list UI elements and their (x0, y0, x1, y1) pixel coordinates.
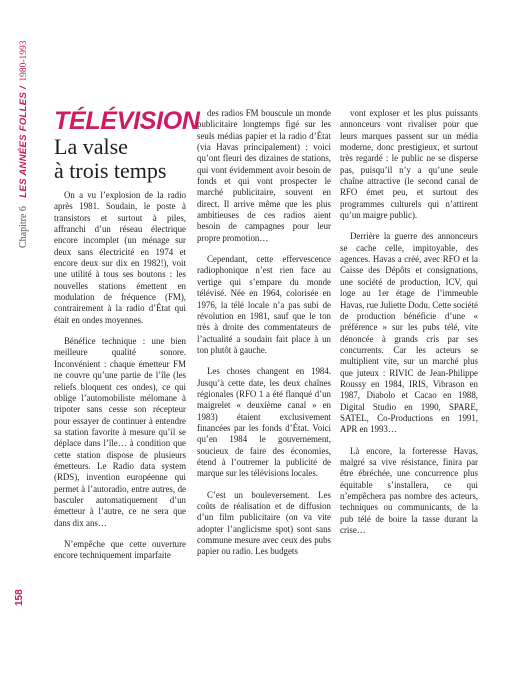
article-heading (54, 108, 200, 182)
paragraph: Là encore, la forteresse Havas, malgré sa vive résistance, finira par être ébréchée, une concurrence plus équitable s’installera, ce qui n’empêchera pas nombre des acteurs, techniques ou communicants, de la pub télé de boire la tasse durant la crise… (340, 445, 478, 536)
page-number: 158 (14, 589, 25, 606)
text-column-2 (197, 108, 331, 568)
years-label: 1980-1993 (19, 40, 29, 82)
paragraph: des radios FM bouscule un monde publicitaire longtemps figé sur les seuls médias papier et la radio d’État (via Havas principalement) : voici qu’ont fleuri des dizaines de stations, qui vont évidemment avoir besoin de fonds et qui vont prospecter le marché publicitaire, souvent en direct. Il arrive même que les plus ambitieuses de ces radios aient besoin de campagnes pour leur propre promotion… (197, 108, 331, 243)
paragraph: Bénéfice technique : une bien meilleure qualité sonore. Inconvénient : chaque émetteur FM ne couvre qu’une partie de l’île (les reliefs bloquent ces ondes), ce qui oblige l’automobiliste mélomane à tripoter sans cesse son récepteur pour essayer de continuer à entendre sa station favorite à mesure qu’il se déplace dans l’île… à condition que cette station dispose de plusieurs émetteurs. Le Radio data system (RDS), invention européenne qui permet à l’autoradio, entre autres, de basculer automatiquement d’un émetteur à l’autre, ce ne sera que dans dix ans… (54, 336, 186, 528)
article-subtitle-line-2: à trois temps (54, 158, 167, 183)
text-column-1 (54, 190, 186, 572)
paragraph: Les choses changent en 1984. Jusqu’à cette date, les deux chaînes régionales (RFO 1 a été flanqué d’un maigrelet « deuxième canal » en 1983) étaient exclusivement financées par les fonds d’État. Voici qu’en 1984 le gouvernement, soucieux de faire des économies, étend à l’outremer la publicité de marque sur les télévisions locales. (197, 366, 331, 479)
paragraph: N’empêche que cette ouverture encore techniquement imparfaite (54, 538, 186, 561)
article-title: TÉLÉVISION (54, 107, 200, 135)
chapter-side-label (18, 18, 29, 248)
paragraph: vont exploser et les plus puissants annonceurs vont rivaliser pour que leurs marques passent sur un média moderne, donc prestigieux, et surtout très regardé : le public ne se disperse pas, puisqu’il n’y a qu’une seule chaîne attractive (le second canal de RFO émet peu, et surtout des programmes culturels qui n’attirent qu’un maigre public). (340, 108, 478, 221)
paragraph: C’est un bouleversement. Les coûts de réalisation et de diffusion d’un film publicitaire (on va vite adopter l’anglicisme spot) sont sans commune mesure avec ceux des pubs papier ou radio. Les budgets (197, 489, 331, 557)
paragraph: Derrière la guerre des annonceurs se cache celle, impitoyable, des agences. Havas a créé, avec RFO et la Caisse des Dépôts et consignations, une société de production, ICV, qui loge au 1er étage de l’immeuble Havas, rue Juliette Dodu. Cette société de production bénéficie d’une « préférence » sur les pubs télé, vite dénoncée à grands cris par ses concurrents. Car les acteurs se multiplient vite, sur un marché plus que juteux : RIVIC de Jean-Philippe Roussy en 1984, IRIS, Vibrason en 1987, Diabolo et Cacao en 1988, Digital Studio en 1990, SPARE, SATEL, Co-Productions en 1991, APR en 1993… (340, 231, 478, 435)
text-column-3 (340, 108, 478, 546)
paragraph: Cependant, cette effervescence radiophonique n’est rien face au vertige qui s’empare du monde télévisé. Née en 1964, colorisée en 1976, la télé locale n’a pas subi de révolution en 1981, sauf que le ton très à droite des commentateurs de l’actualité a soudain fait place à un ton plutôt à gauche. (197, 254, 331, 355)
paragraph: On a vu l’explosion de la radio après 1981. Soudain, le poste à transistors et surtout à piles, affranchi d’un réseau électrique encore incomplet (un ménage sur deux sans électricité en 1974 et encore deux sur dix en 1982!), voit une utilité à tous ses boutons : les nouvelles stations émettent en modulation de fréquence (FM), contrairement à la radio d’État qui était en ondes moyennes. (54, 190, 186, 325)
series-label: LES ANNÉES FOLLES / (18, 86, 29, 198)
chapter-label: Chapitre 6 (18, 206, 29, 248)
article-subtitle-line-1: La valse (54, 134, 128, 159)
